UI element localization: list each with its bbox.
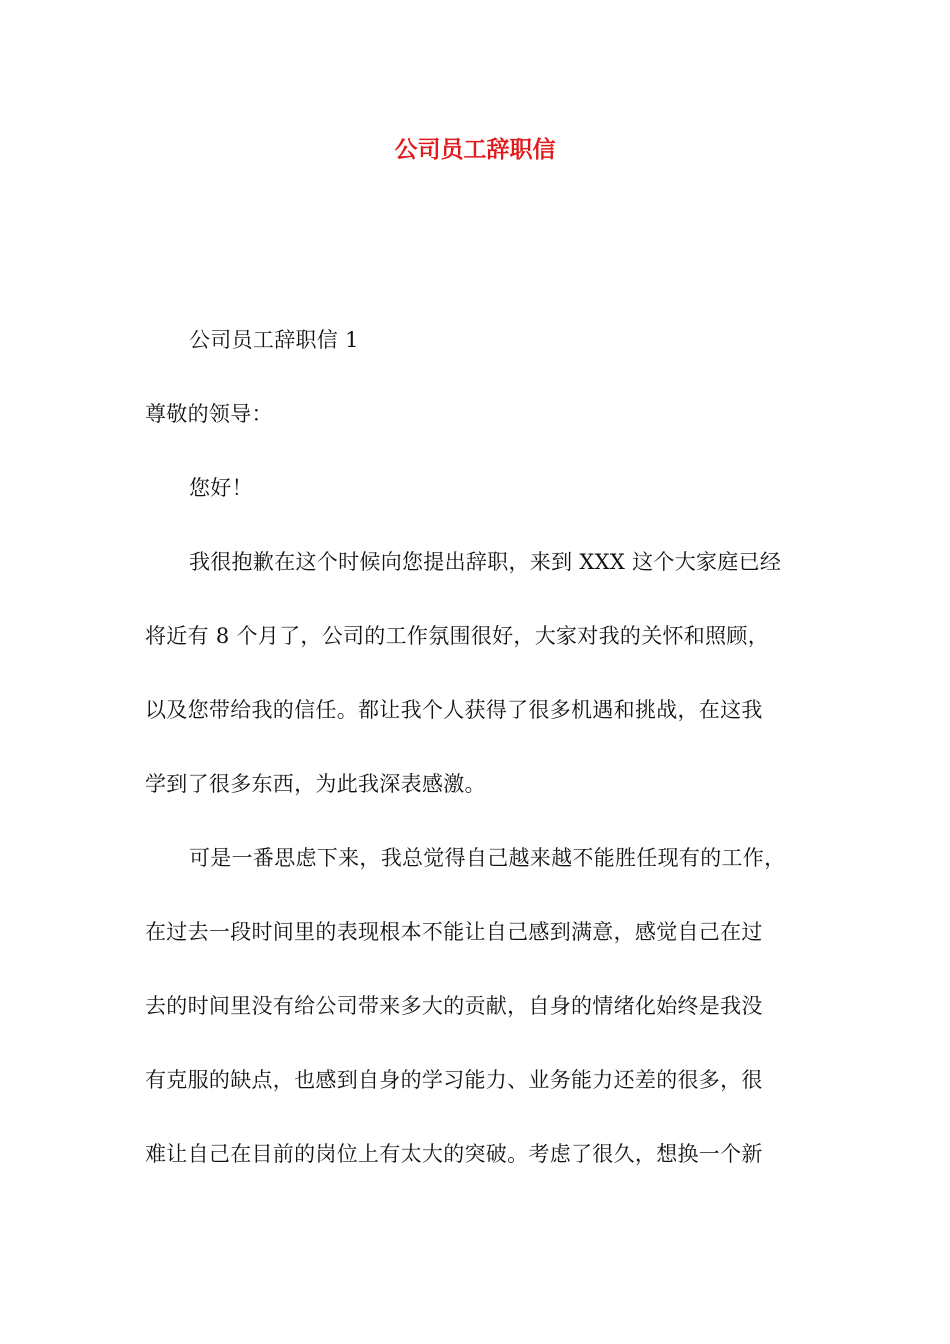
salutation: 尊敬的领导： xyxy=(145,402,273,426)
letter-heading: 公司员工辞职信 1 xyxy=(189,328,359,352)
paragraph-1-line: 以及您带给我的信任。都让我个人获得了很多机遇和挑战，在这我 xyxy=(145,698,763,722)
paragraph-2-line: 有克服的缺点，也感到自身的学习能力、业务能力还差的很多，很 xyxy=(145,1068,763,1092)
paragraph-2-line: 难让自己在目前的岗位上有太大的突破。考虑了很久，想换一个新 xyxy=(145,1142,763,1166)
paragraph-2-line: 可是一番思虑下来，我总觉得自己越来越不能胜任现有的工作， xyxy=(189,846,786,870)
paragraph-1-line: 学到了很多东西，为此我深表感激。 xyxy=(145,772,486,796)
paragraph-1-line: 将近有 8 个月了，公司的工作氛围很好，大家对我的关怀和照顾， xyxy=(145,624,770,648)
paragraph-1-line: 我很抱歉在这个时候向您提出辞职，来到 XXX 这个大家庭已经 xyxy=(189,550,782,574)
document-title: 公司员工辞职信 xyxy=(394,137,556,163)
document-body xyxy=(145,322,810,1210)
paragraph-2-line: 在过去一段时间里的表现根本不能让自己感到满意，感觉自己在过 xyxy=(145,920,763,944)
greeting: 您好！ xyxy=(189,476,253,500)
paragraph-2-line: 去的时间里没有给公司带来多大的贡献，自身的情绪化始终是我没 xyxy=(145,994,763,1018)
